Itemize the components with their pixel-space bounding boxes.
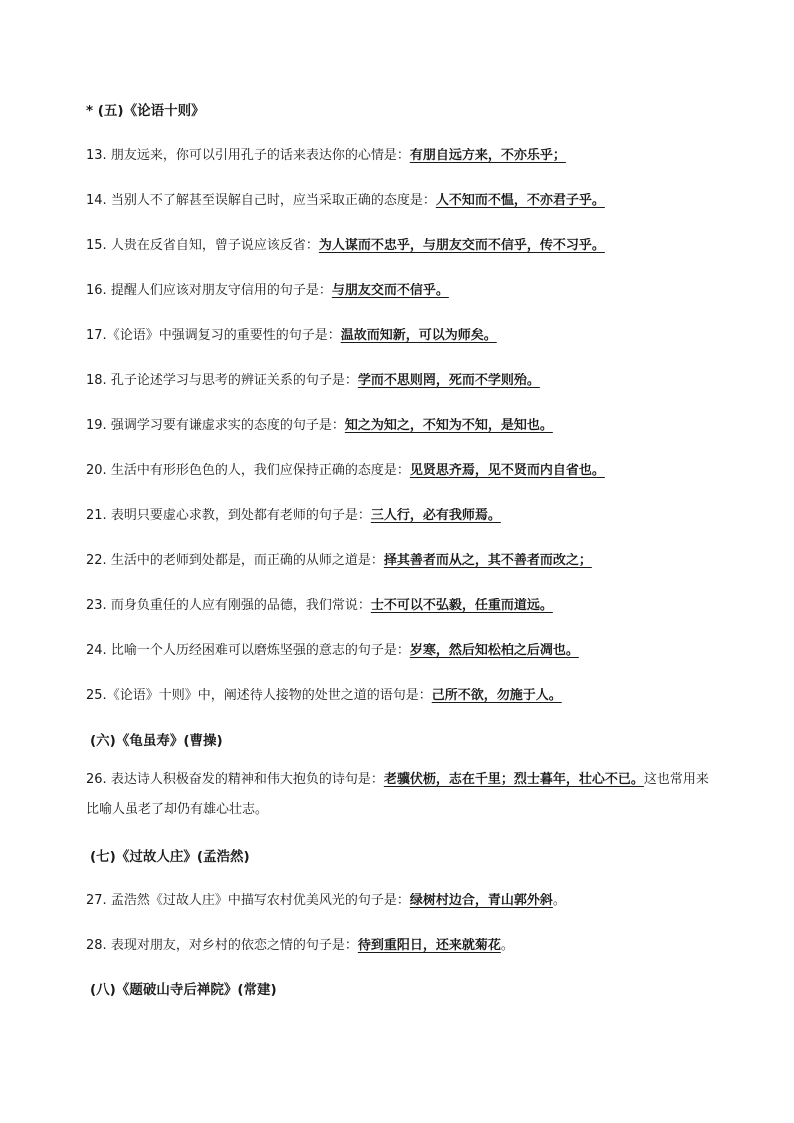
item-answer: 知之为知之，不知为不知，是知也。 — [344, 418, 553, 433]
item-number: 22 — [86, 553, 103, 568]
item-separator: . — [102, 418, 111, 433]
item-question: 表现对朋友，对乡村的依恋之情的句子是： — [110, 938, 358, 953]
list-item — [86, 418, 726, 434]
item-question: 孟浩然《过故人庄》中描写农村优美风光的句子是： — [110, 893, 410, 908]
item-question: 朋友远来，你可以引用孔子的话来表达你的心情是： — [110, 148, 410, 163]
list-item — [86, 893, 726, 909]
item-question: 提醒人们应该对朋友守信用的句子是： — [110, 283, 332, 298]
item-separator: . — [102, 193, 111, 208]
list-item — [86, 373, 726, 389]
item-number: 18 — [86, 373, 103, 388]
item-answer: 与朋友交而不信乎。 — [331, 283, 449, 298]
section-heading-7: (七)《过故人庄》(孟浩然) — [90, 849, 250, 865]
item-question: 《论语》中强调复习的重要性的句子是： — [106, 328, 341, 343]
item-answer: 人不知而不愠，不亦君子乎。 — [435, 193, 605, 208]
item-separator: . — [102, 553, 111, 568]
item-answer: 有朋自远方来，不亦乐乎； — [409, 148, 566, 163]
item-number: 13 — [86, 148, 103, 163]
item-number: 15 — [86, 238, 103, 253]
item-question: 生活中的老师到处都是，而正确的从师之道是： — [110, 553, 384, 568]
item-question: 孔子论述学习与思考的辨证关系的句子是： — [110, 373, 358, 388]
item-answer: 三人行，必有我师焉。 — [370, 508, 501, 523]
item-answer: 士不可以不弘毅，任重而道远。 — [370, 598, 553, 613]
item-question: 当别人不了解甚至误解自己时，应当采取正确的态度是： — [110, 193, 436, 208]
item-number: 25 — [86, 688, 103, 703]
item-note: 这也常用来比喻人虽老了却仍有雄心壮志。 — [86, 772, 709, 817]
list-item — [86, 283, 726, 299]
list-item — [86, 193, 726, 209]
list-item — [86, 148, 726, 164]
item-number: 16 — [86, 283, 103, 298]
item-answer: 绿树村边合，青山郭外斜 — [409, 893, 553, 908]
item-separator: . — [102, 643, 111, 658]
item-question: 表达诗人积极奋发的精神和伟大抱负的诗句是： — [110, 772, 384, 787]
item-answer: 温故而知新，可以为师矣。 — [340, 328, 497, 343]
section-heading-6: (六)《龟虽寿》(曹操) — [90, 733, 223, 749]
item-number: 21 — [86, 508, 103, 523]
item-separator: . — [102, 688, 107, 703]
item-separator: . — [102, 238, 111, 253]
item-answer: 择其善者而从之，其不善者而改之； — [383, 553, 592, 568]
item-answer: 学而不思则罔，死而不学则殆。 — [357, 373, 540, 388]
item-answer: 见贤思齐焉，见不贤而内自省也。 — [409, 463, 605, 478]
item-punctuation: 。 — [552, 893, 566, 908]
item-separator: . — [102, 772, 111, 787]
item-question: 人贵在反省自知，曾子说应该反省： — [110, 238, 319, 253]
list-item — [86, 508, 726, 524]
item-question: 比喻一个人历经困难可以磨炼坚强的意志的句子是： — [110, 643, 410, 658]
item-number: 19 — [86, 418, 103, 433]
list-item — [86, 553, 726, 569]
list-item — [86, 938, 726, 954]
item-punctuation: 。 — [500, 938, 514, 953]
item-number: 14 — [86, 193, 103, 208]
item-question: 强调学习要有谦虚求实的态度的句子是： — [110, 418, 345, 433]
item-number: 20 — [86, 463, 103, 478]
section-heading-8: (八)《题破山寺后禅院》(常建) — [90, 982, 277, 998]
item-separator: . — [102, 508, 111, 523]
list-item — [86, 328, 726, 344]
list-item — [86, 643, 726, 659]
item-number: 17 — [86, 328, 103, 343]
item-number: 24 — [86, 643, 103, 658]
item-question: 表明只要虚心求教，到处都有老师的句子是： — [110, 508, 371, 523]
item-separator: . — [102, 893, 111, 908]
item-answer: 为人谋而不忠乎，与朋友交而不信乎，传不习乎。 — [318, 238, 605, 253]
item-separator: . — [102, 938, 111, 953]
list-item — [86, 688, 726, 704]
item-separator: . — [102, 373, 111, 388]
item-answer: 岁寒，然后知松柏之后凋也。 — [409, 643, 579, 658]
list-item — [86, 598, 726, 614]
section-heading-5: * (五)《论语十则》 — [86, 103, 205, 119]
list-item — [86, 765, 714, 825]
item-answer: 待到重阳日，还来就菊花 — [357, 938, 501, 953]
item-question: 生活中有形形色色的人，我们应保持正确的态度是： — [110, 463, 410, 478]
item-question: 而身负重任的人应有刚强的品德，我们常说： — [110, 598, 371, 613]
item-separator: . — [102, 598, 111, 613]
item-separator: . — [102, 463, 111, 478]
item-separator: . — [102, 328, 107, 343]
item-separator: . — [102, 283, 111, 298]
list-item — [86, 238, 726, 254]
item-answer: 己所不欲，勿施于人。 — [431, 688, 562, 703]
list-item — [86, 463, 726, 479]
item-separator: . — [102, 148, 111, 163]
item-number: 26 — [86, 772, 103, 787]
item-answer: 老骥伏枥，志在千里；烈士暮年，壮心不已。 — [383, 772, 644, 787]
item-number: 23 — [86, 598, 103, 613]
item-number: 28 — [86, 938, 103, 953]
item-question: 《论语》十则》中，阐述待人接物的处世之道的语句是： — [106, 688, 432, 703]
item-number: 27 — [86, 893, 103, 908]
